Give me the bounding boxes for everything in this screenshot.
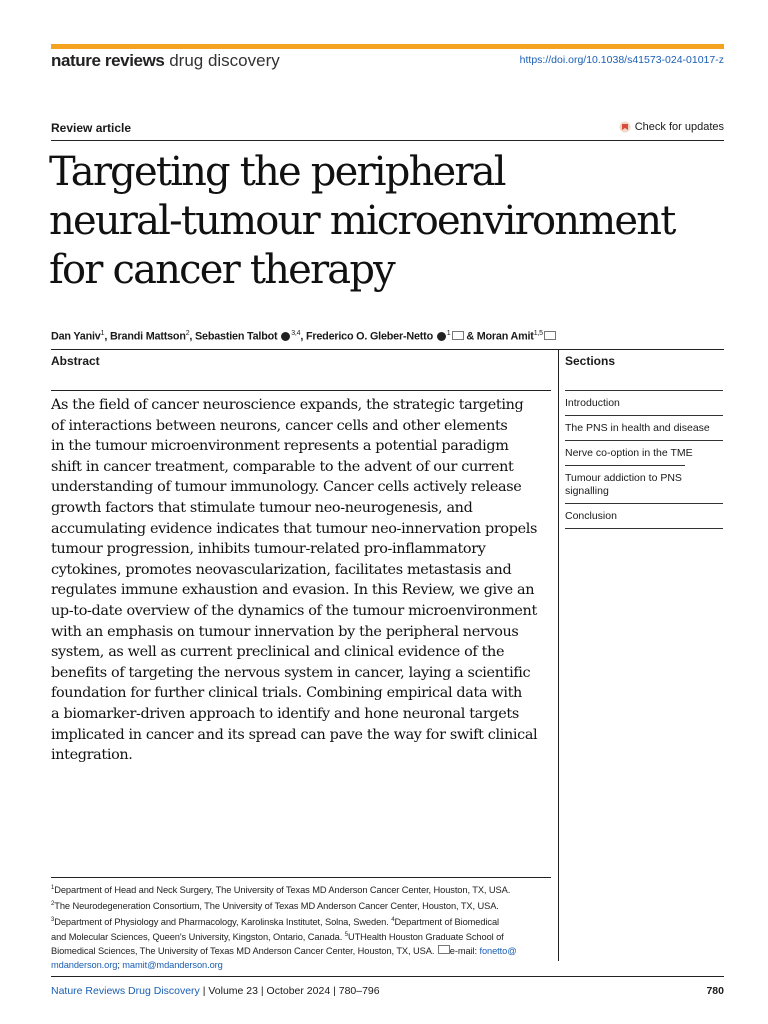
author-name[interactable]: Sebastien Talbot (195, 330, 278, 343)
email-link[interactable]: mdanderson.org (51, 959, 118, 970)
affiliation-ref: 1 (446, 330, 451, 337)
article-type: Review article (51, 121, 132, 135)
title-line: for cancer therapy (49, 247, 394, 293)
abstract-line: in the tumour microenvironment represents a potential paradigm (51, 438, 509, 455)
volume-info: | Volume 23 | October 2024 | 780–796 (202, 985, 380, 997)
brand-light: drug discovery (169, 51, 280, 70)
doi-link[interactable]: https://doi.org/10.1038/s41573-024-01017-z (519, 54, 724, 66)
affiliation-ref: 2 (185, 330, 190, 337)
affiliation-line: $^2$The Neurodegeneration Consortium, The University of Texas MD Anderson Cancer Center, Houston, TX, USA. (51, 900, 499, 911)
abstract-line: foundation for further clinical trials. Combining empirical data with (51, 685, 522, 702)
affiliation-line: $^1$Department of Head and Neck Surgery, The University of Texas MD Anderson Cancer Center, Houston, TX, USA. (51, 885, 511, 896)
affiliation-text: Department of Biomedical (394, 916, 500, 927)
abstract-heading: Abstract (51, 354, 100, 368)
affiliation-text: Department of Physiology and Pharmacology, Karolinska Institutet, Solna, Sweden. (54, 916, 389, 927)
footnote-rule (51, 877, 551, 878)
journal-citation (51, 985, 380, 997)
check-updates-icon (619, 121, 631, 133)
abstract-line: a biomarker-driven approach to identify and hone neuronal targets (51, 705, 519, 722)
affiliation-text: Department of Head and Neck Surgery, The University of Texas MD Anderson Cancer Center, Houston, TX, USA. (54, 885, 511, 896)
abstract-line: As the field of cancer neuroscience expands, the strategic targeting (51, 397, 524, 413)
email-link[interactable]: mamit@mdanderson.org (122, 959, 223, 970)
author-name[interactable]: Brandi Mattson (109, 330, 186, 343)
abstract-line: tumour progression, inhibits tumour-related pro-inflammatory (51, 541, 486, 558)
affiliation-text: UTHealth Houston Graduate School of (347, 932, 504, 943)
affiliation-line: mdanderson.org; mamit@mdanderson.org (51, 959, 223, 970)
abstract-text (51, 395, 551, 766)
abstract-line: accumulating evidence indicates that tumour neo-innervation propels (51, 520, 538, 537)
mail-icon[interactable] (544, 331, 556, 340)
mail-icon (438, 945, 450, 954)
affiliation-line: and Molecular Sciences, Queen's University, Kingston, Ontario, Canada. $^5$UTHealth Houston Graduate School of (51, 932, 504, 943)
email-link[interactable]: fonetto@ (479, 946, 517, 957)
orcid-icon[interactable] (281, 332, 290, 341)
abstract-line: implicated in cancer and its spread can pave the way for swift clinical (51, 726, 538, 743)
section-link-conclusion[interactable]: Conclusion (565, 503, 723, 528)
section-link-nerve-cooption[interactable]: Nerve co-option in the TME (565, 440, 723, 465)
affiliation-ref: 3,4 (291, 330, 301, 337)
email-label: e-mail: (449, 946, 477, 957)
brand-bold: nature reviews (51, 51, 165, 70)
sections-heading: Sections (565, 354, 616, 368)
author-list: Dan Yaniv$^1$, Brandi Mattson$^2$, Sebastien Talbot $^{3,4}$, Frederico O. Gleber-Netto $^1$ & Moran Amit$^{1,5}$ (51, 330, 556, 343)
author-name[interactable]: & Moran Amit (466, 330, 534, 343)
page-number: 780 (706, 985, 724, 997)
check-updates-button[interactable] (619, 121, 724, 133)
abstract-line: system, as well as current preclinical and clinical evidence of the (51, 644, 505, 661)
affiliation-line (51, 945, 556, 959)
section-link-pns[interactable]: The PNS in health and disease (565, 415, 723, 440)
section-link-tumour-addiction[interactable]: Tumour addiction to PNS signalling (565, 465, 685, 503)
check-updates-label: Check for updates (634, 121, 724, 133)
authors-rule (51, 349, 724, 350)
sections-end-rule (565, 528, 723, 529)
affiliation-text: and Molecular Sciences, Queen's University, Kingston, Ontario, Canada. (51, 932, 343, 943)
abstract-line: growth factors that stimulate tumour neo-neurogenesis, and (51, 499, 473, 516)
abstract-line: understanding of tumour immunology. Cancer cells actively release (51, 479, 522, 496)
abstract-line: benefits of targeting the nervous system in cancer, laying a scientific (51, 664, 531, 681)
affiliations (51, 882, 556, 973)
abstract-line: cytokines, promotes neovascularization, facilitates metastasis and (51, 561, 512, 578)
title-line: Targeting the peripheral (49, 149, 505, 195)
column-divider (558, 349, 559, 961)
author-name[interactable]: Dan Yaniv (51, 330, 101, 343)
affiliation-text: The Neurodegeneration Consortium, The University of Texas MD Anderson Cancer Center, Houston, TX, USA. (54, 900, 499, 911)
journal-brand[interactable] (51, 51, 280, 71)
orcid-icon[interactable] (437, 332, 446, 341)
affiliation-ref: 1,5 (533, 330, 543, 337)
affiliation-text: Biomedical Sciences, The University of Texas MD Anderson Cancer Center, Houston, TX, USA. (51, 946, 435, 957)
sections-nav (565, 390, 723, 529)
author-name[interactable]: Frederico O. Gleber-Netto (305, 330, 433, 343)
journal-accent-bar (51, 44, 724, 49)
abstract-line: up-to-date overview of the dynamics of the tumour microenvironment (51, 602, 537, 619)
abstract-line: integration. (51, 747, 133, 764)
abstract-line: shift in cancer treatment, comparable to the advent of our current (51, 458, 514, 475)
section-link-introduction[interactable]: Introduction (565, 390, 723, 415)
affiliation-line: $^3$Department of Physiology and Pharmacology, Karolinska Institutet, Solna, Sweden. $^4$Department of Biomedical (51, 916, 500, 927)
header-rule (51, 140, 724, 141)
footer-rule (51, 976, 724, 977)
abstract-line: with an emphasis on tumour innervation by the peripheral nervous (51, 623, 519, 640)
abstract-line: regulates immune exhaustion and evasion. In this Review, we give an (51, 582, 535, 599)
abstract-line: of interactions between neurons, cancer cells and other elements (51, 417, 508, 434)
journal-name[interactable]: Nature Reviews Drug Discovery (51, 985, 200, 997)
title-line: neural-tumour microenvironment (49, 198, 675, 244)
affiliation-ref: 1 (100, 330, 105, 337)
article-title (49, 148, 729, 295)
abstract-rule (51, 390, 551, 391)
mail-icon[interactable] (452, 331, 464, 340)
